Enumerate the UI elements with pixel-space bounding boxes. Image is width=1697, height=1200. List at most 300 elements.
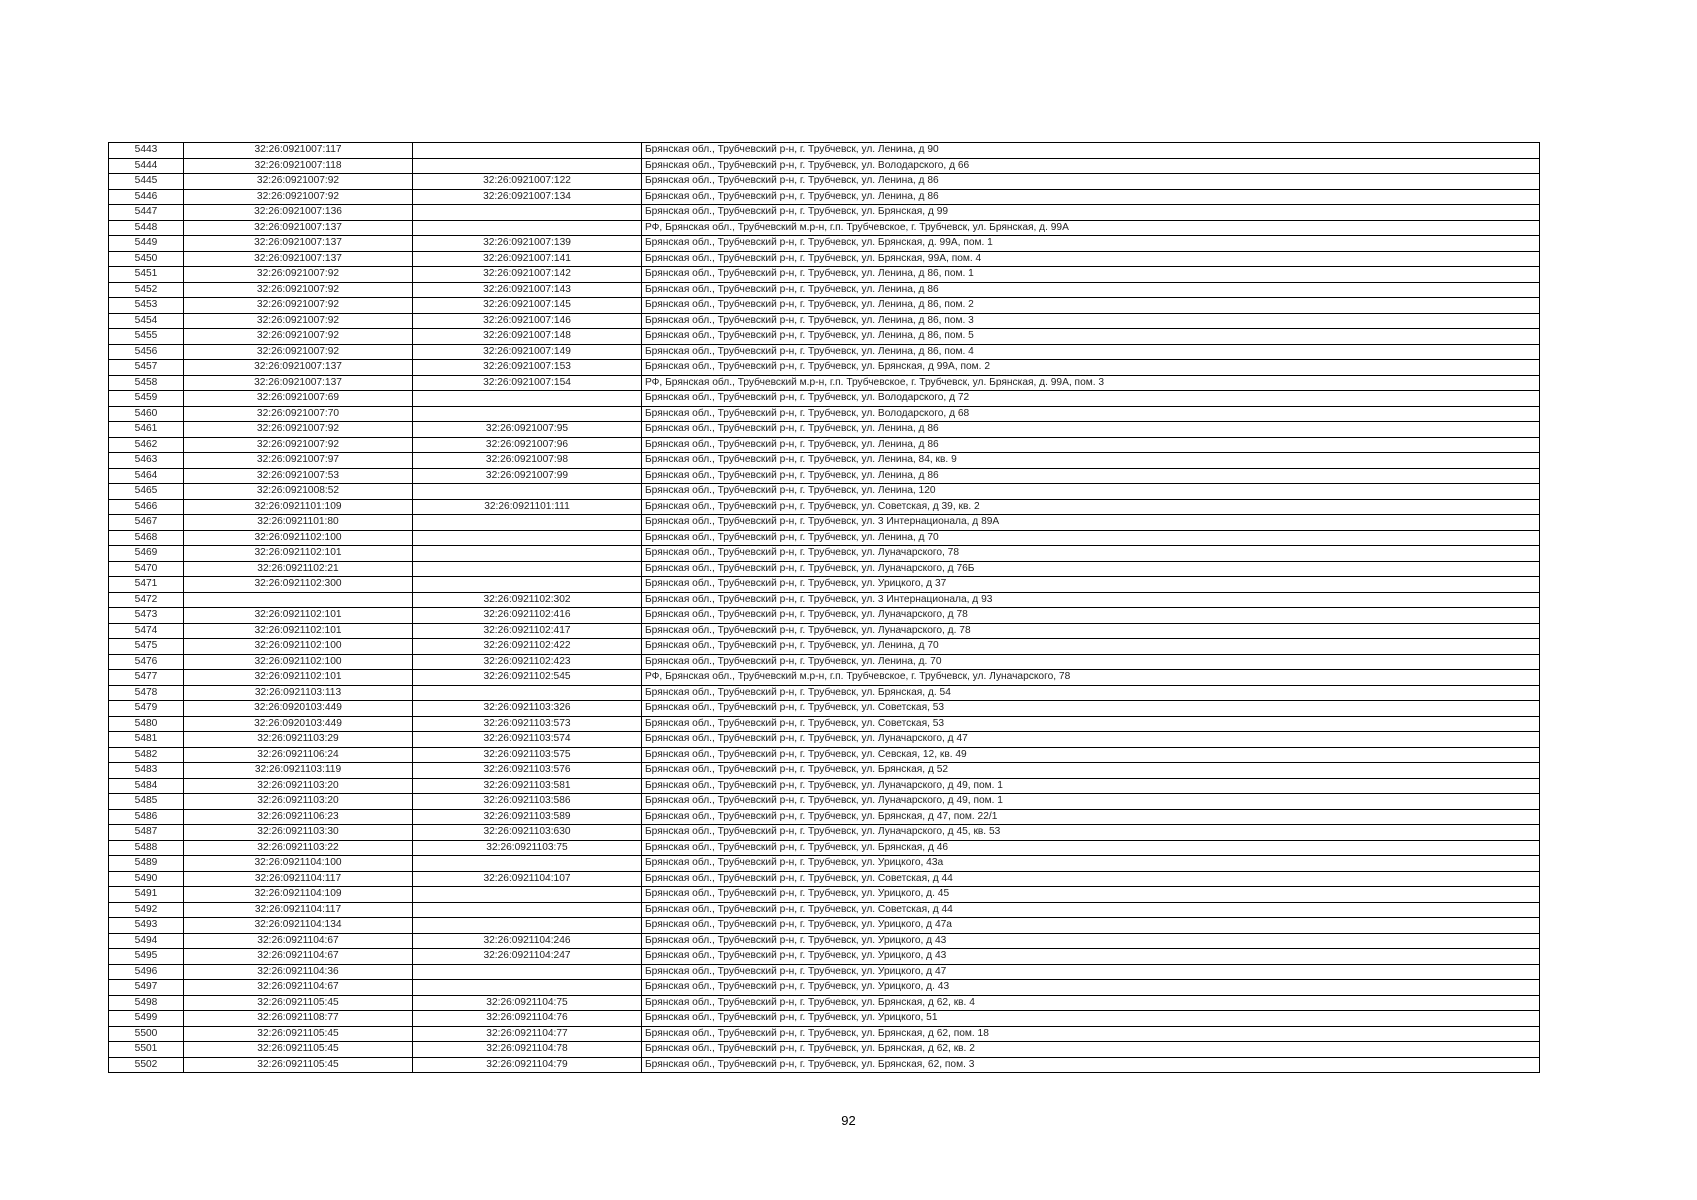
address-cell: Брянская обл., Трубчевский р-н, г. Трубчевск, ул. Брянская, д 99А, пом. 2	[642, 360, 1540, 376]
parcel-number-cell: 32:26:0921104:134	[184, 918, 413, 934]
address-cell: Брянская обл., Трубчевский р-н, г. Трубчевск, ул. Советская, 53	[642, 716, 1540, 732]
row-number-cell: 5448	[109, 220, 184, 236]
object-number-cell: 32:26:0921104:78	[413, 1042, 642, 1058]
row-number-cell: 5499	[109, 1011, 184, 1027]
address-cell: Брянская обл., Трубчевский р-н, г. Трубчевск, ул. Брянская, д 62, кв. 2	[642, 1042, 1540, 1058]
parcel-number-cell: 32:26:0921101:109	[184, 499, 413, 515]
address-cell: Брянская обл., Трубчевский р-н, г. Трубчевск, ул. Луначарского, д 49, пом. 1	[642, 778, 1540, 794]
parcel-number-cell: 32:26:0921007:117	[184, 143, 413, 159]
row-number-cell: 5475	[109, 639, 184, 655]
row-number-cell: 5462	[109, 437, 184, 453]
address-cell: Брянская обл., Трубчевский р-н, г. Трубчевск, ул. Луначарского, д 76Б	[642, 561, 1540, 577]
table-row	[109, 639, 1540, 655]
table-row	[109, 623, 1540, 639]
parcel-number-cell: 32:26:0921102:300	[184, 577, 413, 593]
row-number-cell: 5473	[109, 608, 184, 624]
address-cell: РФ, Брянская обл., Трубчевский м.р-н, г.п. Трубчевское, г. Трубчевск, ул. Брянская, д. 99А, пом. 3	[642, 375, 1540, 391]
table-row	[109, 856, 1540, 872]
object-number-cell: 32:26:0921101:111	[413, 499, 642, 515]
row-number-cell: 5471	[109, 577, 184, 593]
table-row	[109, 825, 1540, 841]
row-number-cell: 5492	[109, 902, 184, 918]
parcel-number-cell: 32:26:0921007:92	[184, 282, 413, 298]
row-number-cell: 5485	[109, 794, 184, 810]
address-cell: Брянская обл., Трубчевский р-н, г. Трубчевск, ул. Ленина, д 86, пом. 1	[642, 267, 1540, 283]
parcel-number-cell: 32:26:0921007:136	[184, 205, 413, 221]
row-number-cell: 5468	[109, 530, 184, 546]
object-number-cell	[413, 406, 642, 422]
table-row	[109, 158, 1540, 174]
table-row	[109, 484, 1540, 500]
parcel-number-cell: 32:26:0921103:20	[184, 794, 413, 810]
row-number-cell: 5494	[109, 933, 184, 949]
object-number-cell	[413, 546, 642, 562]
parcel-number-cell: 32:26:0921106:23	[184, 809, 413, 825]
parcel-number-cell: 32:26:0921007:137	[184, 220, 413, 236]
row-number-cell: 5495	[109, 949, 184, 965]
object-number-cell: 32:26:0921104:76	[413, 1011, 642, 1027]
parcel-number-cell: 32:26:0921103:119	[184, 763, 413, 779]
table-row	[109, 468, 1540, 484]
parcel-number-cell: 32:26:0921102:101	[184, 670, 413, 686]
parcel-number-cell: 32:26:0921007:69	[184, 391, 413, 407]
object-number-cell: 32:26:0921007:99	[413, 468, 642, 484]
table-row	[109, 763, 1540, 779]
table-row	[109, 577, 1540, 593]
row-number-cell: 5479	[109, 701, 184, 717]
table-row	[109, 902, 1540, 918]
table-body	[109, 143, 1540, 1073]
object-number-cell: 32:26:0921103:589	[413, 809, 642, 825]
object-number-cell: 32:26:0921103:575	[413, 747, 642, 763]
parcel-number-cell: 32:26:0921007:92	[184, 189, 413, 205]
row-number-cell: 5486	[109, 809, 184, 825]
object-number-cell: 32:26:0921104:77	[413, 1026, 642, 1042]
object-number-cell: 32:26:0921007:148	[413, 329, 642, 345]
parcel-number-cell: 32:26:0921007:53	[184, 468, 413, 484]
table-row	[109, 422, 1540, 438]
table-row	[109, 515, 1540, 531]
table-row	[109, 778, 1540, 794]
table-row	[109, 1026, 1540, 1042]
address-cell: Брянская обл., Трубчевский р-н, г. Трубчевск, ул. Володарского, д 68	[642, 406, 1540, 422]
table-row	[109, 360, 1540, 376]
object-number-cell: 32:26:0921103:326	[413, 701, 642, 717]
parcel-number-cell: 32:26:0921102:101	[184, 608, 413, 624]
row-number-cell: 5483	[109, 763, 184, 779]
row-number-cell: 5453	[109, 298, 184, 314]
object-number-cell: 32:26:0921103:581	[413, 778, 642, 794]
address-cell: Брянская обл., Трубчевский р-н, г. Трубчевск, ул. Брянская, д 62, пом. 18	[642, 1026, 1540, 1042]
object-number-cell	[413, 685, 642, 701]
parcel-number-cell: 32:26:0921007:70	[184, 406, 413, 422]
table-row	[109, 887, 1540, 903]
address-cell: Брянская обл., Трубчевский р-н, г. Трубчевск, ул. Брянская, д 46	[642, 840, 1540, 856]
object-number-cell: 32:26:0921102:423	[413, 654, 642, 670]
address-cell: Брянская обл., Трубчевский р-н, г. Трубчевск, ул. Урицкого, д 43	[642, 933, 1540, 949]
address-cell: Брянская обл., Трубчевский р-н, г. Трубчевск, ул. Советская, 53	[642, 701, 1540, 717]
cadastral-table	[108, 142, 1540, 1073]
table-row	[109, 453, 1540, 469]
table-row	[109, 391, 1540, 407]
row-number-cell: 5496	[109, 964, 184, 980]
object-number-cell: 32:26:0921103:586	[413, 794, 642, 810]
object-number-cell: 32:26:0921007:134	[413, 189, 642, 205]
address-cell: Брянская обл., Трубчевский р-н, г. Трубчевск, ул. Брянская, 62, пом. 3	[642, 1057, 1540, 1073]
object-number-cell	[413, 515, 642, 531]
address-cell: Брянская обл., Трубчевский р-н, г. Трубчевск, ул. Советская, д 44	[642, 902, 1540, 918]
object-number-cell: 32:26:0921102:416	[413, 608, 642, 624]
table-row	[109, 794, 1540, 810]
table-row	[109, 406, 1540, 422]
row-number-cell: 5493	[109, 918, 184, 934]
table-row	[109, 375, 1540, 391]
address-cell: Брянская обл., Трубчевский р-н, г. Трубчевск, ул. Брянская, д. 99А, пом. 1	[642, 236, 1540, 252]
parcel-number-cell: 32:26:0920103:449	[184, 716, 413, 732]
row-number-cell: 5487	[109, 825, 184, 841]
table-row	[109, 530, 1540, 546]
row-number-cell: 5477	[109, 670, 184, 686]
address-cell: Брянская обл., Трубчевский р-н, г. Трубчевск, ул. Советская, д 44	[642, 871, 1540, 887]
address-cell: Брянская обл., Трубчевский р-н, г. Трубчевск, ул. Ленина, д 90	[642, 143, 1540, 159]
address-cell: Брянская обл., Трубчевский р-н, г. Трубчевск, ул. Брянская, д 47, пом. 22/1	[642, 809, 1540, 825]
parcel-number-cell: 32:26:0920103:449	[184, 701, 413, 717]
object-number-cell: 32:26:0921103:574	[413, 732, 642, 748]
object-number-cell	[413, 391, 642, 407]
table-row	[109, 592, 1540, 608]
parcel-number-cell: 32:26:0921007:92	[184, 313, 413, 329]
row-number-cell: 5450	[109, 251, 184, 267]
parcel-number-cell: 32:26:0921102:100	[184, 639, 413, 655]
row-number-cell: 5454	[109, 313, 184, 329]
address-cell: Брянская обл., Трубчевский р-н, г. Трубчевск, ул. Луначарского, д 49, пом. 1	[642, 794, 1540, 810]
table-row	[109, 313, 1540, 329]
row-number-cell: 5488	[109, 840, 184, 856]
table-row	[109, 701, 1540, 717]
row-number-cell: 5490	[109, 871, 184, 887]
row-number-cell: 5458	[109, 375, 184, 391]
row-number-cell: 5460	[109, 406, 184, 422]
table-row	[109, 670, 1540, 686]
row-number-cell: 5466	[109, 499, 184, 515]
parcel-number-cell: 32:26:0921105:45	[184, 1057, 413, 1073]
address-cell: Брянская обл., Трубчевский р-н, г. Трубчевск, ул. Володарского, д 72	[642, 391, 1540, 407]
object-number-cell: 32:26:0921103:576	[413, 763, 642, 779]
parcel-number-cell: 32:26:0921102:100	[184, 530, 413, 546]
parcel-number-cell: 32:26:0921007:118	[184, 158, 413, 174]
parcel-number-cell: 32:26:0921007:92	[184, 329, 413, 345]
object-number-cell: 32:26:0921103:75	[413, 840, 642, 856]
row-number-cell: 5447	[109, 205, 184, 221]
object-number-cell	[413, 561, 642, 577]
parcel-number-cell: 32:26:0921007:97	[184, 453, 413, 469]
address-cell: Брянская обл., Трубчевский р-н, г. Трубчевск, ул. Луначарского, 78	[642, 546, 1540, 562]
parcel-number-cell: 32:26:0921102:101	[184, 623, 413, 639]
address-cell: Брянская обл., Трубчевский р-н, г. Трубчевск, ул. Ленина, д 86	[642, 189, 1540, 205]
parcel-number-cell: 32:26:0921008:52	[184, 484, 413, 500]
parcel-number-cell: 32:26:0921105:45	[184, 995, 413, 1011]
address-cell: РФ, Брянская обл., Трубчевский м.р-н, г.п. Трубчевское, г. Трубчевск, ул. Луначарского, 78	[642, 670, 1540, 686]
row-number-cell: 5482	[109, 747, 184, 763]
row-number-cell: 5497	[109, 980, 184, 996]
object-number-cell: 32:26:0921007:96	[413, 437, 642, 453]
object-number-cell: 32:26:0921007:149	[413, 344, 642, 360]
table-row	[109, 980, 1540, 996]
row-number-cell: 5465	[109, 484, 184, 500]
table-row	[109, 546, 1540, 562]
address-cell: Брянская обл., Трубчевский р-н, г. Трубчевск, ул. Урицкого, 43а	[642, 856, 1540, 872]
row-number-cell: 5476	[109, 654, 184, 670]
address-cell: Брянская обл., Трубчевский р-н, г. Трубчевск, ул. Севская, 12, кв. 49	[642, 747, 1540, 763]
row-number-cell: 5452	[109, 282, 184, 298]
table-row	[109, 499, 1540, 515]
address-cell: Брянская обл., Трубчевский р-н, г. Трубчевск, ул. Урицкого, д 47	[642, 964, 1540, 980]
parcel-number-cell: 32:26:0921007:137	[184, 236, 413, 252]
table-row	[109, 840, 1540, 856]
object-number-cell	[413, 887, 642, 903]
row-number-cell: 5500	[109, 1026, 184, 1042]
table-row	[109, 685, 1540, 701]
parcel-number-cell: 32:26:0921007:137	[184, 251, 413, 267]
parcel-number-cell: 32:26:0921007:92	[184, 437, 413, 453]
parcel-number-cell: 32:26:0921104:67	[184, 980, 413, 996]
table-row	[109, 282, 1540, 298]
object-number-cell: 32:26:0921007:154	[413, 375, 642, 391]
row-number-cell: 5470	[109, 561, 184, 577]
parcel-number-cell: 32:26:0921007:92	[184, 344, 413, 360]
object-number-cell: 32:26:0921104:246	[413, 933, 642, 949]
parcel-number-cell: 32:26:0921104:117	[184, 902, 413, 918]
address-cell: Брянская обл., Трубчевский р-н, г. Трубчевск, ул. Брянская, д 99	[642, 205, 1540, 221]
address-cell: Брянская обл., Трубчевский р-н, г. Трубчевск, ул. Брянская, д 52	[642, 763, 1540, 779]
address-cell: Брянская обл., Трубчевский р-н, г. Трубчевск, ул. Брянская, д. 54	[642, 685, 1540, 701]
table-row	[109, 344, 1540, 360]
parcel-number-cell: 32:26:0921102:101	[184, 546, 413, 562]
row-number-cell: 5449	[109, 236, 184, 252]
object-number-cell: 32:26:0921102:422	[413, 639, 642, 655]
object-number-cell: 32:26:0921007:142	[413, 267, 642, 283]
parcel-number-cell: 32:26:0921104:36	[184, 964, 413, 980]
table-row	[109, 298, 1540, 314]
parcel-number-cell: 32:26:0921103:22	[184, 840, 413, 856]
row-number-cell: 5443	[109, 143, 184, 159]
parcel-number-cell: 32:26:0921104:100	[184, 856, 413, 872]
row-number-cell: 5491	[109, 887, 184, 903]
object-number-cell: 32:26:0921007:153	[413, 360, 642, 376]
address-cell: Брянская обл., Трубчевский р-н, г. Трубчевск, ул. Брянская, 99А, пом. 4	[642, 251, 1540, 267]
row-number-cell: 5498	[109, 995, 184, 1011]
table-row	[109, 143, 1540, 159]
address-cell: Брянская обл., Трубчевский р-н, г. Трубчевск, ул. Ленина, д 86, пом. 5	[642, 329, 1540, 345]
table-row	[109, 205, 1540, 221]
parcel-number-cell: 32:26:0921103:29	[184, 732, 413, 748]
row-number-cell: 5451	[109, 267, 184, 283]
row-number-cell: 5469	[109, 546, 184, 562]
parcel-number-cell: 32:26:0921106:24	[184, 747, 413, 763]
object-number-cell: 32:26:0921103:630	[413, 825, 642, 841]
object-number-cell	[413, 205, 642, 221]
address-cell: Брянская обл., Трубчевский р-н, г. Трубчевск, ул. Луначарского, д 78	[642, 608, 1540, 624]
parcel-number-cell: 32:26:0921104:67	[184, 949, 413, 965]
object-number-cell: 32:26:0921007:146	[413, 313, 642, 329]
object-number-cell	[413, 980, 642, 996]
row-number-cell: 5472	[109, 592, 184, 608]
row-number-cell: 5464	[109, 468, 184, 484]
parcel-number-cell: 32:26:0921007:92	[184, 174, 413, 190]
address-cell: Брянская обл., Трубчевский р-н, г. Трубчевск, ул. Луначарского, д 47	[642, 732, 1540, 748]
parcel-number-cell: 32:26:0921102:100	[184, 654, 413, 670]
object-number-cell	[413, 918, 642, 934]
parcel-number-cell: 32:26:0921103:113	[184, 685, 413, 701]
address-cell: Брянская обл., Трубчевский р-н, г. Трубчевск, ул. Ленина, д 86	[642, 422, 1540, 438]
object-number-cell	[413, 856, 642, 872]
object-number-cell: 32:26:0921007:122	[413, 174, 642, 190]
parcel-number-cell: 32:26:0921007:92	[184, 422, 413, 438]
table-row	[109, 1011, 1540, 1027]
row-number-cell: 5478	[109, 685, 184, 701]
page-number: 92	[841, 1113, 856, 1128]
parcel-number-cell: 32:26:0921105:45	[184, 1042, 413, 1058]
row-number-cell: 5481	[109, 732, 184, 748]
table-row	[109, 189, 1540, 205]
object-number-cell: 32:26:0921007:95	[413, 422, 642, 438]
address-cell: Брянская обл., Трубчевский р-н, г. Трубчевск, ул. Ленина, 120	[642, 484, 1540, 500]
table-row	[109, 329, 1540, 345]
address-cell: Брянская обл., Трубчевский р-н, г. Трубчевск, ул. Урицкого, д 47а	[642, 918, 1540, 934]
address-cell: Брянская обл., Трубчевский р-н, г. Трубчевск, ул. Урицкого, д 37	[642, 577, 1540, 593]
address-cell: Брянская обл., Трубчевский р-н, г. Трубчевск, ул. Урицкого, д. 45	[642, 887, 1540, 903]
address-cell: РФ, Брянская обл., Трубчевский м.р-н, г.п. Трубчевское, г. Трубчевск, ул. Брянская, д. 99А	[642, 220, 1540, 236]
row-number-cell: 5502	[109, 1057, 184, 1073]
object-number-cell: 32:26:0921103:573	[413, 716, 642, 732]
table-row	[109, 716, 1540, 732]
table-row	[109, 1042, 1540, 1058]
object-number-cell: 32:26:0921007:145	[413, 298, 642, 314]
table-row	[109, 949, 1540, 965]
object-number-cell	[413, 530, 642, 546]
address-cell: Брянская обл., Трубчевский р-н, г. Трубчевск, ул. Луначарского, д 45, кв. 53	[642, 825, 1540, 841]
object-number-cell: 32:26:0921102:545	[413, 670, 642, 686]
object-number-cell: 32:26:0921104:79	[413, 1057, 642, 1073]
row-number-cell: 5501	[109, 1042, 184, 1058]
parcel-number-cell: 32:26:0921007:92	[184, 267, 413, 283]
object-number-cell	[413, 143, 642, 159]
object-number-cell: 32:26:0921007:98	[413, 453, 642, 469]
table-row	[109, 561, 1540, 577]
table-row	[109, 220, 1540, 236]
address-cell: Брянская обл., Трубчевский р-н, г. Трубчевск, ул. Урицкого, д 43	[642, 949, 1540, 965]
address-cell: Брянская обл., Трубчевский р-н, г. Трубчевск, ул. Советская, д 39, кв. 2	[642, 499, 1540, 515]
address-cell: Брянская обл., Трубчевский р-н, г. Трубчевск, ул. Ленина, 84, кв. 9	[642, 453, 1540, 469]
address-cell: Брянская обл., Трубчевский р-н, г. Трубчевск, ул. Урицкого, 51	[642, 1011, 1540, 1027]
parcel-number-cell	[184, 592, 413, 608]
address-cell: Брянская обл., Трубчевский р-н, г. Трубчевск, ул. Ленина, д 86, пом. 4	[642, 344, 1540, 360]
row-number-cell: 5455	[109, 329, 184, 345]
object-number-cell: 32:26:0921007:143	[413, 282, 642, 298]
object-number-cell	[413, 964, 642, 980]
row-number-cell: 5459	[109, 391, 184, 407]
object-number-cell: 32:26:0921104:107	[413, 871, 642, 887]
address-cell: Брянская обл., Трубчевский р-н, г. Трубчевск, ул. Ленина, д 70	[642, 530, 1540, 546]
table-row	[109, 654, 1540, 670]
row-number-cell: 5484	[109, 778, 184, 794]
address-cell: Брянская обл., Трубчевский р-н, г. Трубчевск, ул. Брянская, д 62, кв. 4	[642, 995, 1540, 1011]
object-number-cell	[413, 484, 642, 500]
parcel-number-cell: 32:26:0921108:77	[184, 1011, 413, 1027]
table-row	[109, 918, 1540, 934]
row-number-cell: 5446	[109, 189, 184, 205]
table-row	[109, 933, 1540, 949]
object-number-cell	[413, 220, 642, 236]
parcel-number-cell: 32:26:0921105:45	[184, 1026, 413, 1042]
address-cell: Брянская обл., Трубчевский р-н, г. Трубчевск, ул. Ленина, д 86	[642, 282, 1540, 298]
table-row	[109, 251, 1540, 267]
row-number-cell: 5456	[109, 344, 184, 360]
row-number-cell: 5489	[109, 856, 184, 872]
row-number-cell: 5474	[109, 623, 184, 639]
table-row	[109, 809, 1540, 825]
row-number-cell: 5445	[109, 174, 184, 190]
table-row	[109, 1057, 1540, 1073]
object-number-cell: 32:26:0921102:417	[413, 623, 642, 639]
table-row	[109, 732, 1540, 748]
table-row	[109, 174, 1540, 190]
object-number-cell: 32:26:0921102:302	[413, 592, 642, 608]
row-number-cell: 5480	[109, 716, 184, 732]
address-cell: Брянская обл., Трубчевский р-н, г. Трубчевск, ул. Ленина, д. 70	[642, 654, 1540, 670]
parcel-number-cell: 32:26:0921007:137	[184, 360, 413, 376]
table-row	[109, 437, 1540, 453]
table-row	[109, 995, 1540, 1011]
object-number-cell	[413, 577, 642, 593]
address-cell: Брянская обл., Трубчевский р-н, г. Трубчевск, ул. Ленина, д 86	[642, 174, 1540, 190]
row-number-cell: 5467	[109, 515, 184, 531]
parcel-number-cell: 32:26:0921103:20	[184, 778, 413, 794]
address-cell: Брянская обл., Трубчевский р-н, г. Трубчевск, ул. Ленина, д 86	[642, 437, 1540, 453]
table-row	[109, 236, 1540, 252]
object-number-cell: 32:26:0921007:141	[413, 251, 642, 267]
row-number-cell: 5457	[109, 360, 184, 376]
address-cell: Брянская обл., Трубчевский р-н, г. Трубчевск, ул. 3 Интернационала, д 93	[642, 592, 1540, 608]
object-number-cell: 32:26:0921104:247	[413, 949, 642, 965]
table-row	[109, 267, 1540, 283]
object-number-cell	[413, 902, 642, 918]
address-cell: Брянская обл., Трубчевский р-н, г. Трубчевск, ул. Луначарского, д. 78	[642, 623, 1540, 639]
table-row	[109, 964, 1540, 980]
parcel-number-cell: 32:26:0921102:21	[184, 561, 413, 577]
table-row	[109, 871, 1540, 887]
row-number-cell: 5463	[109, 453, 184, 469]
parcel-number-cell: 32:26:0921104:117	[184, 871, 413, 887]
table-row	[109, 608, 1540, 624]
parcel-number-cell: 32:26:0921103:30	[184, 825, 413, 841]
address-cell: Брянская обл., Трубчевский р-н, г. Трубчевск, ул. Ленина, д 86	[642, 468, 1540, 484]
address-cell: Брянская обл., Трубчевский р-н, г. Трубчевск, ул. Ленина, д 86, пом. 3	[642, 313, 1540, 329]
parcel-number-cell: 32:26:0921104:109	[184, 887, 413, 903]
address-cell: Брянская обл., Трубчевский р-н, г. Трубчевск, ул. Урицкого, д. 43	[642, 980, 1540, 996]
address-cell: Брянская обл., Трубчевский р-н, г. Трубчевск, ул. Володарского, д 66	[642, 158, 1540, 174]
table-row	[109, 747, 1540, 763]
parcel-number-cell: 32:26:0921007:92	[184, 298, 413, 314]
address-cell: Брянская обл., Трубчевский р-н, г. Трубчевск, ул. Ленина, д 70	[642, 639, 1540, 655]
row-number-cell: 5461	[109, 422, 184, 438]
parcel-number-cell: 32:26:0921104:67	[184, 933, 413, 949]
object-number-cell: 32:26:0921104:75	[413, 995, 642, 1011]
parcel-number-cell: 32:26:0921007:137	[184, 375, 413, 391]
row-number-cell: 5444	[109, 158, 184, 174]
object-number-cell	[413, 158, 642, 174]
object-number-cell: 32:26:0921007:139	[413, 236, 642, 252]
